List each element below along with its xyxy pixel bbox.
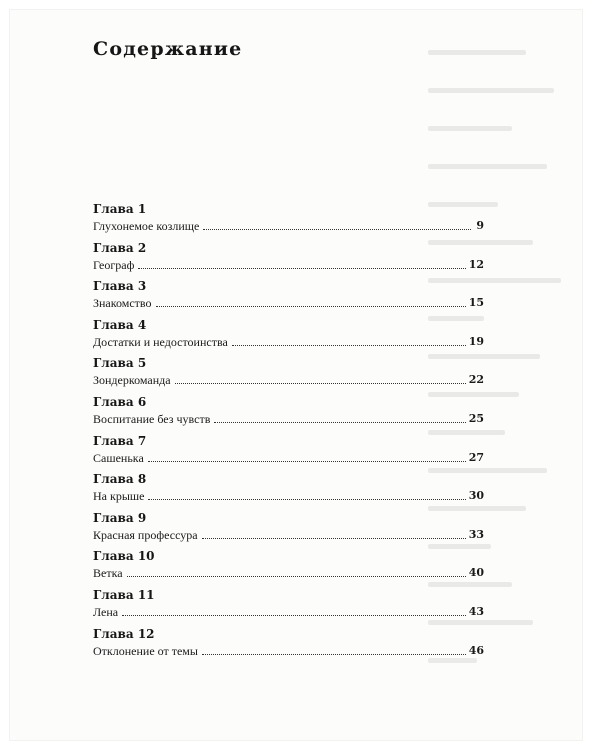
chapter-line xyxy=(93,294,484,310)
page-number: 33 xyxy=(468,527,484,541)
chapter-name: Географ xyxy=(93,257,135,272)
chapter-line xyxy=(93,526,484,542)
dot-leader xyxy=(148,499,465,500)
page-number: 30 xyxy=(468,489,484,503)
dot-leader xyxy=(148,461,466,462)
chapter-label: Глава 12 xyxy=(93,626,155,641)
page-number: 40 xyxy=(468,566,484,580)
page-number: 27 xyxy=(468,450,484,464)
chapter-label: Глава 10 xyxy=(93,549,155,564)
chapter-name: Красная профессура xyxy=(93,527,198,542)
page-number: 15 xyxy=(468,296,484,310)
chapter-line xyxy=(93,642,484,658)
toc-entry xyxy=(93,627,484,666)
chapter-label: Глава 11 xyxy=(93,587,155,602)
chapter-name: Ветка xyxy=(93,566,123,581)
chapter-name: Зондеркоманда xyxy=(93,373,171,388)
page-number: 46 xyxy=(468,643,484,657)
chapter-name: На крыше xyxy=(93,489,145,504)
dot-leader xyxy=(156,306,466,307)
chapter-line xyxy=(93,410,484,426)
chapter-name: Знакомство xyxy=(93,296,152,311)
chapter-line xyxy=(93,487,484,503)
chapter-label: Глава 6 xyxy=(93,394,147,409)
chapter-line xyxy=(93,564,484,580)
chapter-name: Отклонение от темы xyxy=(93,643,198,658)
toc-entry xyxy=(93,241,484,280)
page-number: 22 xyxy=(468,373,484,387)
chapter-line xyxy=(93,217,484,233)
chapter-line xyxy=(93,333,484,349)
chapter-label: Глава 1 xyxy=(93,202,147,216)
toc-entry xyxy=(93,202,484,241)
chapter-line xyxy=(93,603,484,619)
dot-leader xyxy=(122,615,466,616)
toc-list xyxy=(93,202,484,665)
chapter-label: Глава 7 xyxy=(93,433,147,448)
dot-leader xyxy=(203,229,471,230)
toc-entry xyxy=(93,356,484,395)
toc-entry xyxy=(93,472,484,511)
chapter-label: Глава 4 xyxy=(93,317,147,332)
page-number: 19 xyxy=(468,334,484,348)
page-number: 9 xyxy=(476,219,484,232)
page-number: 12 xyxy=(468,257,484,271)
chapter-name: Сашенька xyxy=(93,450,144,465)
dot-leader xyxy=(138,268,465,269)
chapter-name: Лена xyxy=(93,604,119,619)
chapter-label: Глава 3 xyxy=(93,279,147,294)
toc-entry xyxy=(93,588,484,627)
dot-leader xyxy=(202,654,466,655)
toc-entry xyxy=(93,511,484,550)
chapter-line xyxy=(93,449,484,465)
chapter-label: Глава 2 xyxy=(93,240,147,255)
dot-leader xyxy=(232,345,466,346)
chapter-line xyxy=(93,371,484,387)
dot-leader xyxy=(127,576,466,577)
chapter-name: Воспитание без чувств xyxy=(93,411,211,426)
toc-entry xyxy=(93,549,484,588)
chapter-name: Достатки и недостоинства xyxy=(93,334,228,349)
toc-entry xyxy=(93,434,484,473)
chapter-label: Глава 8 xyxy=(93,472,147,487)
chapter-label: Глава 9 xyxy=(93,510,147,525)
chapter-line xyxy=(93,256,484,272)
chapter-name: Глухонемое козлище xyxy=(93,219,200,233)
toc-entry xyxy=(93,395,484,434)
toc-entry xyxy=(93,318,484,357)
dot-leader xyxy=(175,383,466,384)
page-number: 25 xyxy=(468,411,484,425)
dot-leader xyxy=(214,422,465,423)
dot-leader xyxy=(202,538,466,539)
toc-title: Содержание xyxy=(93,38,243,60)
toc-entry xyxy=(93,279,484,318)
chapter-label: Глава 5 xyxy=(93,356,147,371)
page-number: 43 xyxy=(468,604,484,618)
